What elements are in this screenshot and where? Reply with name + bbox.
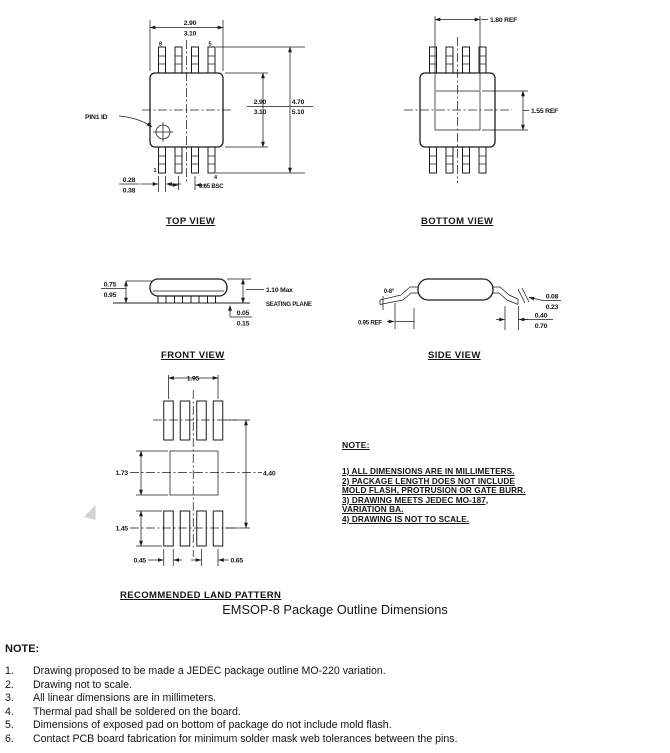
svg-text:1.45: 1.45 bbox=[115, 525, 128, 533]
dim-foot-length bbox=[496, 306, 553, 330]
pin-number-1: 1 bbox=[153, 168, 157, 174]
footer-note-item bbox=[5, 665, 665, 679]
svg-text:2.90: 2.90 bbox=[183, 20, 197, 27]
drawing-notes-block bbox=[342, 440, 526, 524]
svg-text:0.23: 0.23 bbox=[545, 304, 559, 311]
drawing-note-line: VARIATION BA. bbox=[342, 505, 404, 514]
dim-body-height bbox=[101, 281, 152, 303]
side-view-drawing bbox=[358, 279, 561, 330]
dim-land-pitch bbox=[191, 549, 243, 566]
pin-number-8: 8 bbox=[158, 41, 163, 48]
side-view-package-body bbox=[418, 279, 493, 300]
footer-note-number: 5. bbox=[5, 719, 14, 732]
footer-note-item bbox=[5, 733, 665, 747]
svg-text:1.55 REF: 1.55 REF bbox=[531, 108, 559, 115]
pin-number-5: 5 bbox=[208, 41, 212, 48]
dim-overall-height bbox=[227, 279, 293, 303]
seating-plane-label: SEATING PLANE bbox=[266, 302, 312, 308]
bottom-view-label: BOTTOM VIEW bbox=[421, 216, 494, 227]
footer-note-item bbox=[5, 706, 665, 720]
svg-text:0.28: 0.28 bbox=[122, 177, 136, 184]
bottom-view-drawing bbox=[404, 16, 558, 183]
svg-text:1.80 REF: 1.80 REF bbox=[490, 17, 518, 24]
footer-notes-block bbox=[5, 643, 665, 747]
svg-text:0-8°: 0-8° bbox=[383, 289, 395, 295]
svg-text:0.95: 0.95 bbox=[103, 292, 117, 299]
svg-text:4.70: 4.70 bbox=[291, 99, 305, 106]
drawing-note-line: 4) DRAWING IS NOT TO SCALE. bbox=[342, 514, 470, 524]
svg-text:0.15: 0.15 bbox=[236, 320, 250, 328]
svg-text:0.40: 0.40 bbox=[534, 312, 548, 320]
footer-note-number: 1. bbox=[5, 665, 14, 677]
dim-lead-ref bbox=[358, 303, 414, 329]
svg-text:1.73: 1.73 bbox=[115, 470, 128, 477]
land-pattern-drawing bbox=[116, 375, 276, 566]
footer-note-text: Thermal pad shall be soldered on the board. bbox=[33, 705, 241, 718]
dim-lead-angle bbox=[383, 289, 395, 310]
footer-note-text: Contact PCB board fabrication for minimum solder mask web tolerances between the pins. bbox=[33, 732, 458, 745]
svg-text:4.40: 4.40 bbox=[263, 470, 276, 478]
top-view-drawing bbox=[85, 20, 313, 195]
footer-note-text: Dimensions of exposed pad on bottom of package do not include mold flash. bbox=[33, 719, 392, 732]
svg-text:1.10 Max: 1.10 Max bbox=[266, 287, 293, 294]
footer-note-item bbox=[5, 679, 665, 693]
svg-text:0.95 REF: 0.95 REF bbox=[358, 320, 382, 327]
drawing-note-line: 1) ALL DIMENSIONS ARE IN MILLIMETERS. bbox=[342, 467, 515, 476]
footer-note-number: 2. bbox=[5, 678, 14, 691]
dim-land-pad-width bbox=[134, 549, 182, 566]
footer-note-item bbox=[5, 692, 665, 706]
thermal-pad-land bbox=[170, 451, 218, 495]
svg-text:0.08: 0.08 bbox=[545, 293, 559, 301]
svg-text:0.38: 0.38 bbox=[122, 187, 136, 195]
footer-note-number: 4. bbox=[5, 705, 14, 718]
svg-text:5.10: 5.10 bbox=[291, 109, 305, 116]
page-artifact-triangle bbox=[84, 505, 96, 520]
svg-text:0.45: 0.45 bbox=[133, 557, 146, 565]
drawing-note-line: MOLD FLASH, PROTRUSION OR GATE BURR. bbox=[342, 486, 526, 495]
front-view-package-body bbox=[150, 279, 227, 296]
footer-note-number: 6. bbox=[5, 732, 14, 745]
figure-caption: EMSOP-8 Package Outline Dimensions bbox=[222, 602, 448, 617]
side-view-label: SIDE VIEW bbox=[428, 350, 481, 361]
dim-lead-thickness bbox=[518, 288, 561, 311]
svg-text:0.65 BSC: 0.65 BSC bbox=[199, 184, 224, 190]
drawing-note-line: 3) DRAWING MEETS JEDEC MO-187, bbox=[342, 495, 489, 505]
pin-number-4: 4 bbox=[213, 175, 218, 181]
svg-text:3.10: 3.10 bbox=[183, 30, 197, 38]
top-view-label: TOP VIEW bbox=[166, 216, 216, 227]
svg-text:2.90: 2.90 bbox=[253, 99, 267, 106]
footer-note-item bbox=[5, 719, 665, 733]
footer-notes-heading: NOTE: bbox=[5, 643, 40, 655]
svg-text:0.65: 0.65 bbox=[230, 557, 243, 565]
pin1-id-label: PIN1 ID bbox=[85, 114, 108, 121]
drawing-note-line: 2) PACKAGE LENGTH DOES NOT INCLUDE bbox=[342, 476, 515, 486]
footer-note-text: Drawing proposed to be made a JEDEC package outline MO-220 variation. bbox=[33, 665, 386, 677]
svg-text:1.95: 1.95 bbox=[186, 375, 200, 383]
dim-standoff bbox=[230, 306, 252, 328]
front-view-drawing bbox=[101, 279, 312, 328]
dim-land-pad-height bbox=[116, 511, 162, 546]
footer-note-text: Drawing not to scale. bbox=[33, 678, 132, 691]
footer-note-number: 3. bbox=[5, 692, 14, 705]
dim-land-overall bbox=[225, 420, 276, 528]
drawing-notes-heading: NOTE: bbox=[342, 440, 370, 450]
footer-note-text: All linear dimensions are in millimeters. bbox=[33, 692, 217, 705]
svg-text:3.10: 3.10 bbox=[253, 109, 267, 116]
svg-text:0.75: 0.75 bbox=[103, 281, 117, 289]
svg-text:0.70: 0.70 bbox=[534, 323, 548, 330]
svg-text:0.05: 0.05 bbox=[236, 310, 250, 317]
land-pattern-label: RECOMMENDED LAND PATTERN bbox=[120, 590, 282, 601]
front-view-label: FRONT VIEW bbox=[161, 350, 225, 361]
dim-thermal-land-height bbox=[116, 451, 168, 495]
